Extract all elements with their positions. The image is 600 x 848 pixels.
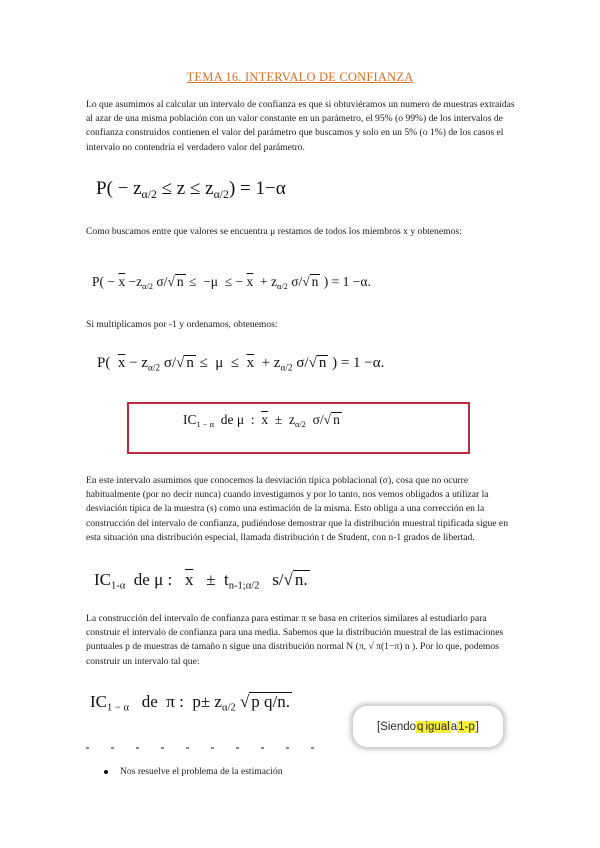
formula-ordered-interval: P( $\overline{x} - z_{\alpha/2}$ σ/√ $n \le \mu \le \overline{x} + z_{\alpha/2}$ σ/√ n ) = 1 −α. — [97, 355, 385, 374]
note-highlight-igual: igual — [425, 720, 450, 733]
bullet-dot-icon — [104, 770, 108, 774]
formula-subtract-mean: $P( - \overline{x} -z_{\alpha/2}$ σ/√ n ≤ −μ ≤ − $\overline{x} + z_{\alpha/2}$ σ/√ n ) = 1 −α. — [92, 274, 371, 291]
paragraph-student-t: En este intervalo asumimos que conocemos la desviación típica poblacional (σ), cosa que no ocurre habitualmente (por no decir nunca) cuando investigamos y por lo tanto, nos vemos obligados a utilizar la desviación típica de la muestra (s) como una estimación de la misma. Esto obliga a una corrección en la construcción del intervalo de confianza, pudiéndose demostrar que la distribución muestral tipificada sigue en esta situación una distribución especial, llamada distribución t de Student, con n-1 grados de libertad. — [86, 475, 508, 543]
note-q-equals-1-minus-p — [353, 706, 503, 747]
page-title: TEMA 16. INTERVALO DE CONFIANZA — [186, 70, 414, 84]
formula-ci-proportion: $IC_{1 - \alpha}$ de π : $p\pm z_{\alpha/2}$ √ p q/n. — [90, 692, 291, 714]
formula-ci-mean-t: $IC_{1-\alpha}$ de μ : $\overline{x} \pm t_{n-1;\alpha/2}$ s/√ n. — [94, 570, 308, 592]
bullet-item — [104, 766, 283, 777]
note-highlight-q: q — [417, 720, 424, 733]
note-bracket-close: ] — [475, 720, 479, 733]
paragraph-subtract: Como buscamos entre que valores se encuentra μ restamos de todos los miembros x y obtenemos: — [86, 226, 462, 237]
note-highlight-1p: 1-p — [458, 720, 475, 733]
formula-probability-z: $P( - z_{\alpha/2} \le z \le z_{\alpha/2}) = 1-\alpha$ — [96, 178, 286, 202]
formula-ci-mean-known-sigma: $IC_{1 - \alpha}$ de μ : $\overline{x} \pm z_{\alpha/2}$ σ/√ n — [183, 412, 340, 429]
faint-cutoff-text — [86, 747, 346, 750]
paragraph-intro: Lo que asumimos al calcular un intervalo de confianza es que si obtuviéramos un numero de muestras extraídas al azar de una misma población con un valor constante en un parámetro, el 95% (o 99%) de los intervalos de confianza construidos contienen el valor del parámetro que buscamos y solo en un 5% (o 1%) de los casos el intervalo no contendría el verdadero valor del parámetro. — [86, 99, 515, 153]
bullet-text: Nos resuelve el problema de la estimación — [120, 766, 283, 777]
note-bracket-open: [Siendo — [377, 720, 417, 733]
paragraph-multiply: Si multiplicamos por -1 y ordenamos, obtenemos: — [86, 319, 278, 330]
note-text-a: a — [450, 720, 458, 733]
paragraph-proportion: La construcción del intervalo de confianza para estimar π se basa en criterios similares al estudiarlo para construir el intervalo de confianza para una media. Sabemos que la distribución muestral de las estimaciones puntuales p de muestras de tamaño n sigue una distribución normal N (π, √ π(1−π) n ). Por lo que, podemos construir un intervalo tal que: — [86, 613, 504, 667]
